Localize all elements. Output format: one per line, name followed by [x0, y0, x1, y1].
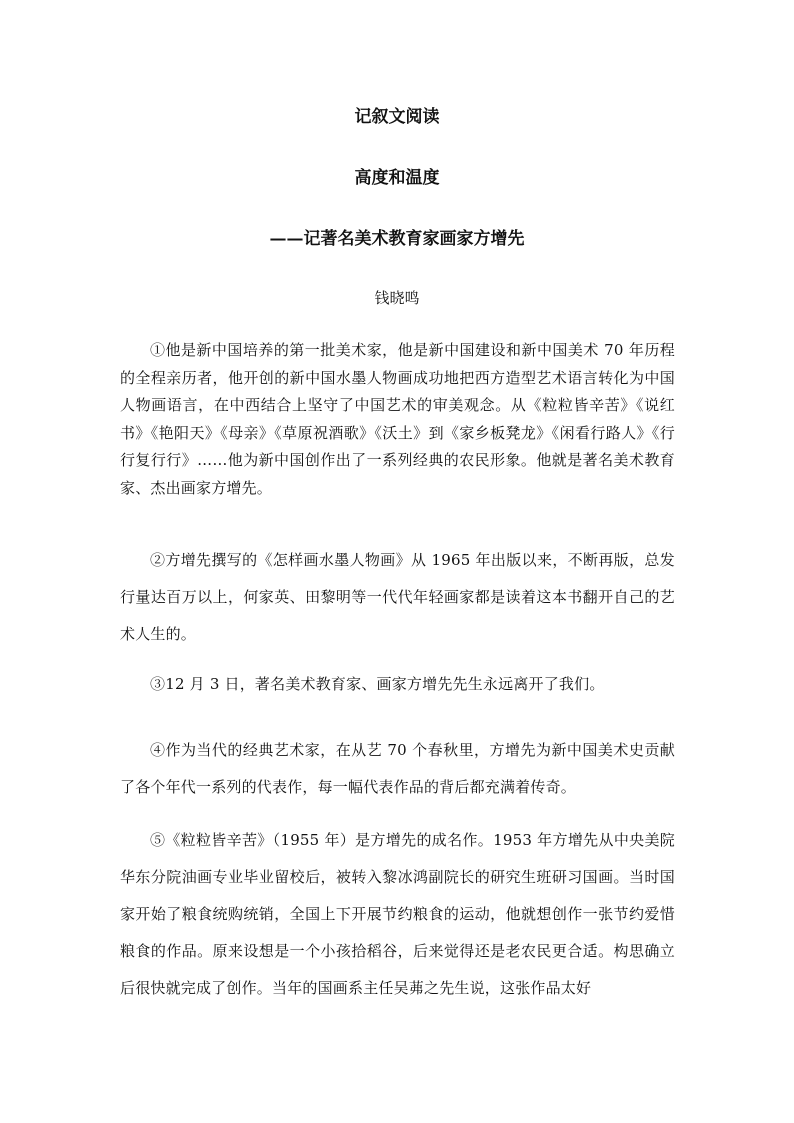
paragraph-5: ⑤《粒粒皆辛苦》（1955 年）是方增先的成名作。1953 年方增先从中央美院华东分院油画专业毕业留校后，被转入黎冰鸿副院长的研究生班研习国画。当时国家开始了粮食统购统销，全国上下开展节约粮食的运动，他就想创作一张节约爱惜粮食的作品。原来设想是一个小孩拾稻谷，后来觉得还是老农民更合适。构思确立后很快就完成了创作。当年的国画系主任吴茀之先生说，这张作品太好: [120, 831, 675, 997]
section-title: 记叙文阅读: [354, 107, 440, 127]
article-title: 高度和温度: [354, 168, 440, 188]
paragraph-3: ③12 月 3 日，著名美术教育家、画家方增先先生永远离开了我们。: [150, 675, 605, 693]
article-subtitle: ——记著名美术教育家画家方增先: [269, 229, 525, 249]
paragraph-1: ①他是新中国培养的第一批美术家，他是新中国建设和新中国美术 70 年历程的全程亲历者，他开创的新中国水墨人物画成功地把西方造型艺术语言转化为中国人物画语言，在中西结合上坚守了中国艺术的审美观念。从《粒粒皆辛苦》《说红书》《艳阳天》《母亲》《草原祝酒歌》《沃土》到《家乡板凳龙》《闲看行路人》《行行复行行》……他为新中国创作出了一系列经典的农民形象。他就是著名美术教育家、杰出画家方增先。: [120, 341, 675, 497]
paragraph-4: ④作为当代的经典艺术家，在从艺 70 个春秋里，方增先为新中国美术史贡献了各个年代一系列的代表作，每一幅代表作品的背后都充满着传奇。: [120, 741, 675, 796]
author-name: 钱晓鸣: [374, 289, 420, 307]
paragraph-2: ②方增先撰写的《怎样画水墨人物画》从 1965 年出版以来，不断再版，总发行量达百万以上，何家英、田黎明等一代代年轻画家都是读着这本书翻开自己的艺术人生的。: [120, 551, 675, 643]
